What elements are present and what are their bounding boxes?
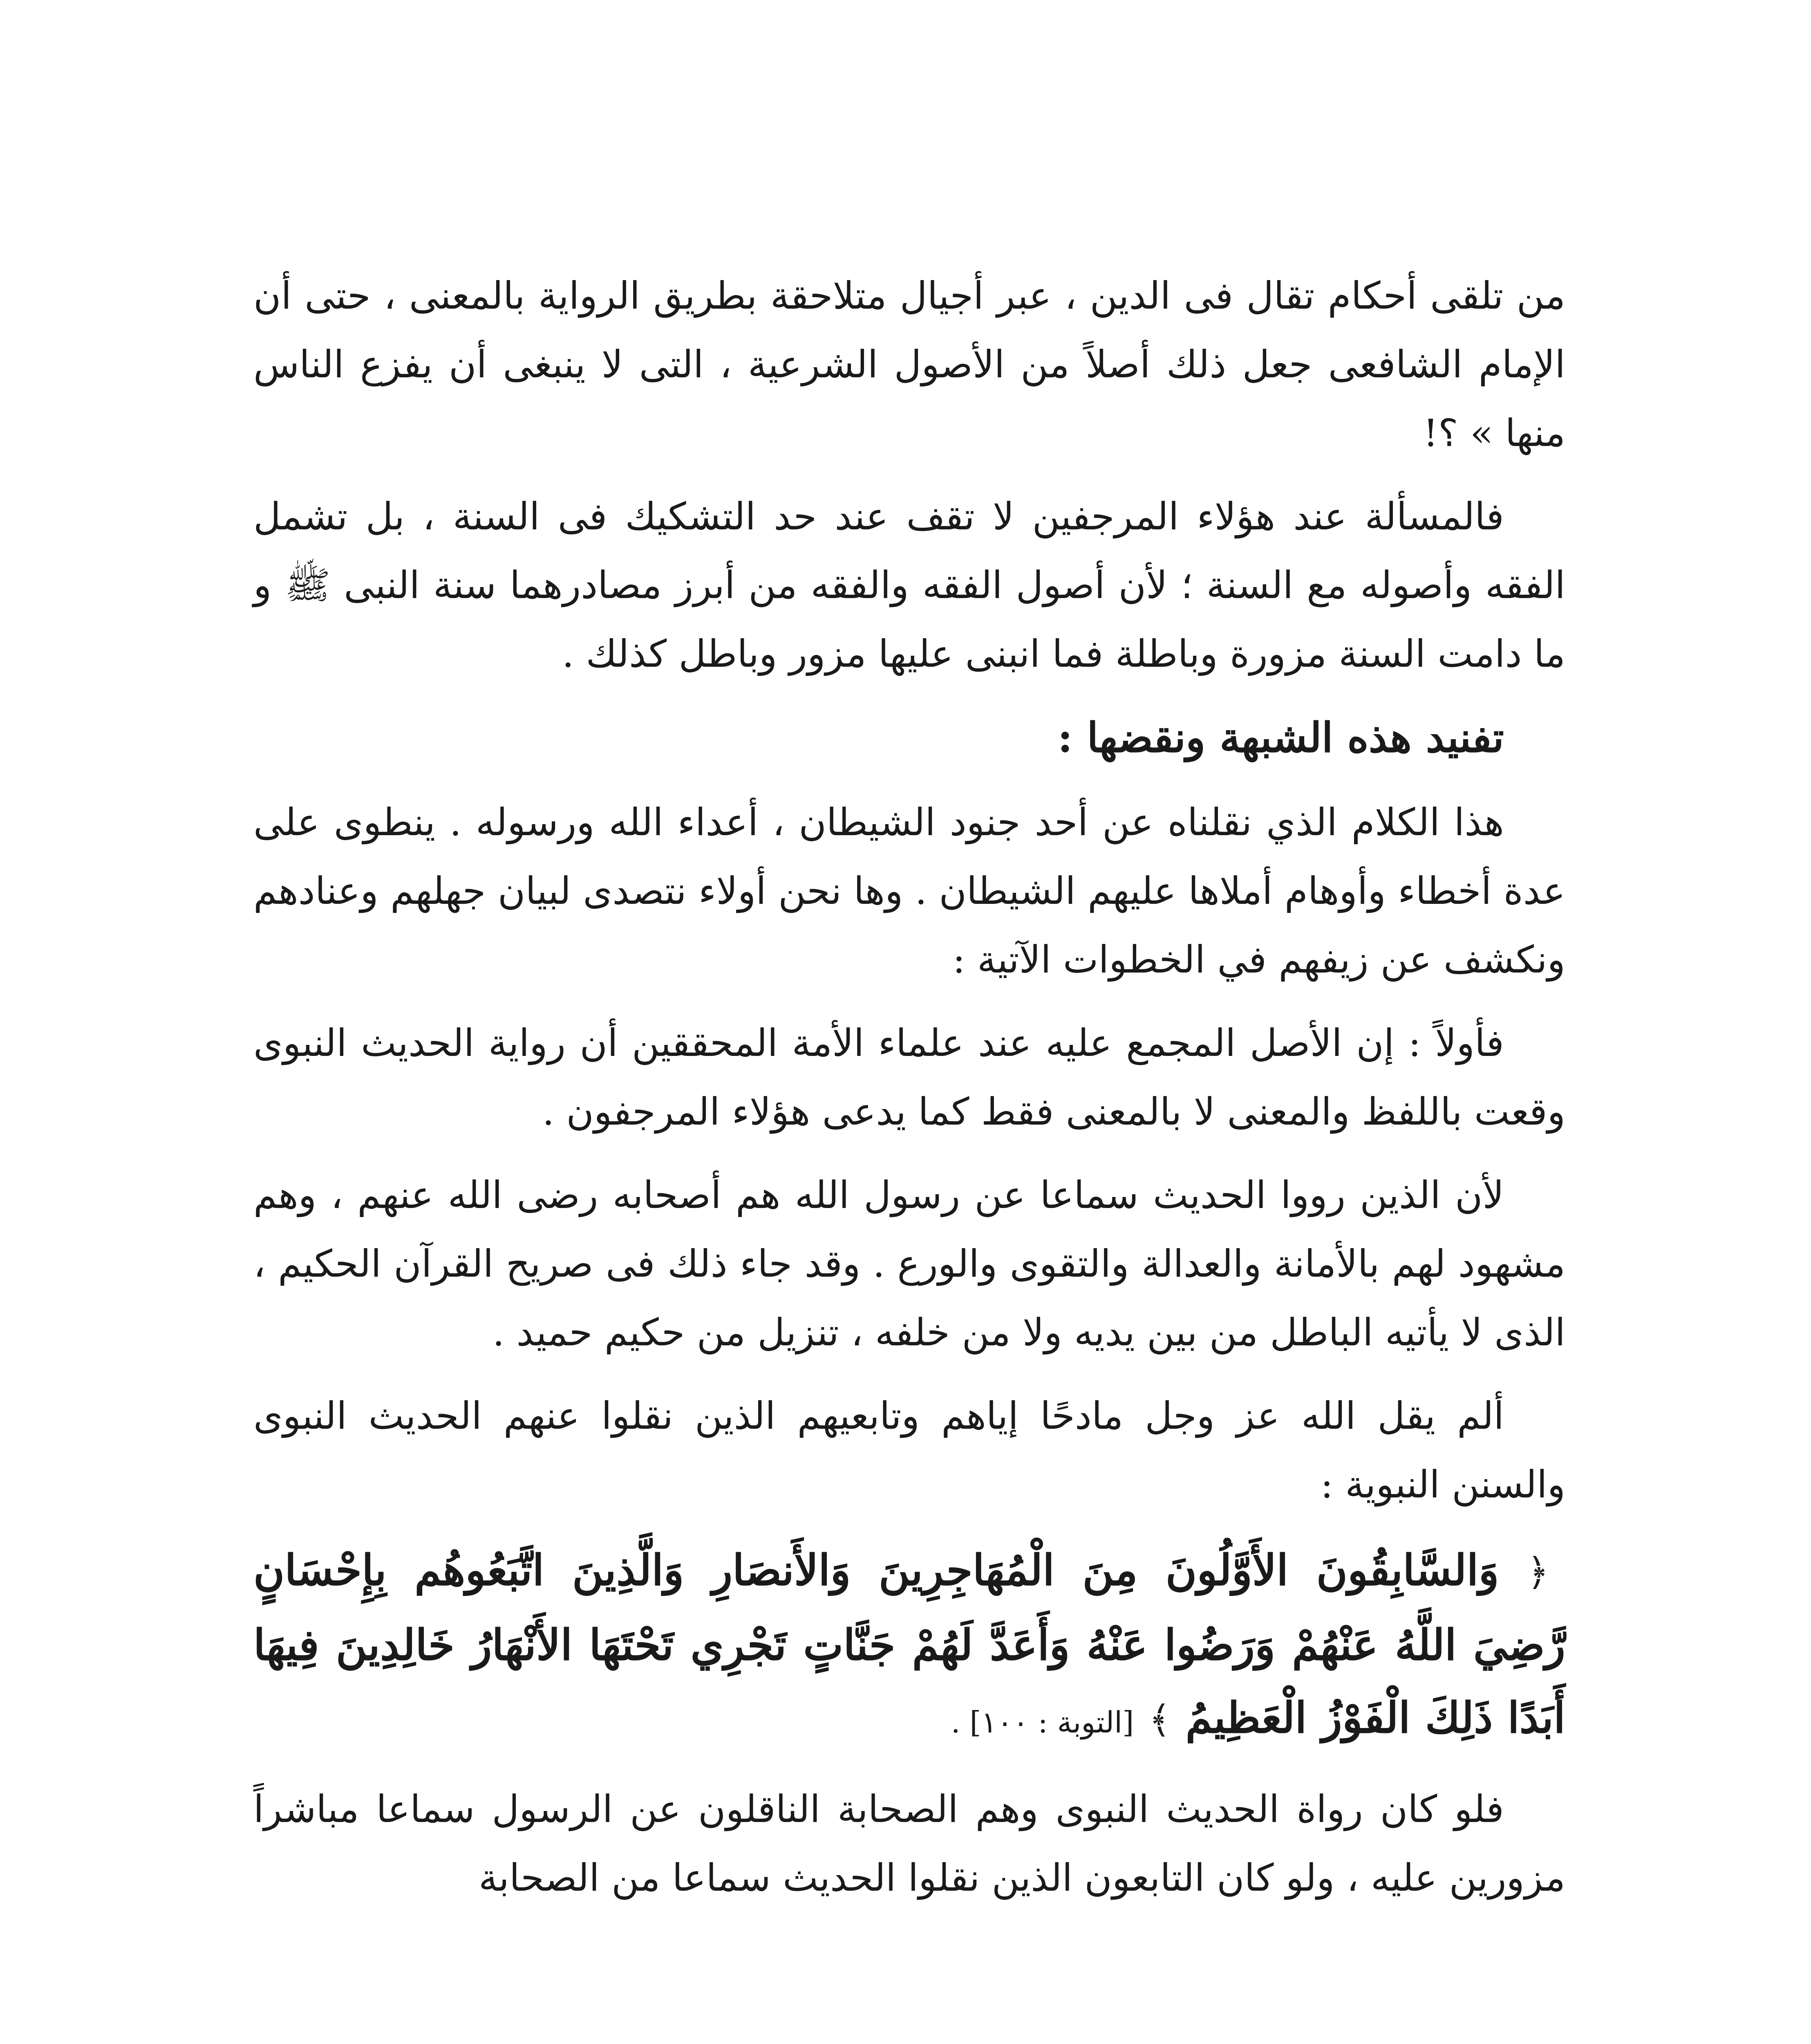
verse-reference: [التوبة : ١٠٠] . [951, 1705, 1134, 1739]
verse-open-bracket: ﴿ [1527, 1550, 1549, 1594]
verse-text: وَالسَّابِقُونَ الأَوَّلُونَ مِنَ الْمُهَاجِرِينَ وَالأَنصَارِ وَالَّذِينَ اتَّبَعُوهُم بِإِحْسَانٍ رَّضِيَ اللَّهُ عَنْهُمْ وَرَضُوا عَنْهُ وَأَعَدَّ لَهُمْ جَنَّاتٍ تَجْرِي تَحْتَهَا الأَنْهَارُ خَالِدِينَ فِيهَا أَبَدًا ذَلِكَ الْفَوْزُ الْعَظِيمُ [253, 1545, 1565, 1743]
paragraph-7: فلو كان رواة الحديث النبوى وهم الصحابة الناقلون عن الرسول سماعا مباشراً مزورين عليه ، ولو كان التابعون الذين نقلوا الحديث سماعا من الصحابة [253, 1787, 1565, 1900]
verse-close-bracket: ﴾ [1148, 1698, 1171, 1741]
paragraph-1: من تلقى أحكام تقال فى الدين ، عبر أجيال متلاحقة بطريق الرواية بالمعنى ، حتى أن الإمام الشافعى جعل ذلك أصلاً من الأصول الشرعية ، التى لا ينبغى أن يفزع الناس منها » ؟! [253, 274, 1565, 455]
quran-verse [253, 1534, 1565, 1759]
section-heading: تفنيد هذه الشبهة ونقضها : [1057, 713, 1504, 762]
paragraph-5: لأن الذين رووا الحديث سماعا عن رسول الله هم أصحابه رضى الله عنهم ، وهم مشهود لهم بالأمانة والعدالة والتقوى والورع . وقد جاء ذلك فى صريح القرآن الحكيم ، الذى لا يأتيه الباطل من بين يديه ولا من خلفه ، تنزيل من حكيم حميد . [253, 1173, 1565, 1354]
paragraph-3: هذا الكلام الذي نقلناه عن أحد جنود الشيطان ، أعداء الله ورسوله . ينطوى على عدة أخطاء وأوهام أملاها عليهم الشيطان . وها نحن أولاء نتصدى لبيان جهلهم وعنادهم ونكشف عن زيفهم في الخطوات الآتية : [253, 800, 1565, 982]
paragraph-6: ألم يقل الله عز وجل مادحًا إياهم وتابعيهم الذين نقلوا عنهم الحديث النبوى والسنن النبوية : [253, 1394, 1565, 1506]
paragraph-2: فالمسألة عند هؤلاء المرجفين لا تقف عند حد التشكيك فى السنة ، بل تشمل الفقه وأصوله مع السنة ؛ لأن أصول الفقه والفقه من أبرز مصادرهما سنة النبى ﷺ و ما دامت السنة مزورة وباطلة فما انبنى عليها مزور وباطل كذلك . [253, 495, 1565, 676]
paragraph-4: فأولاً : إن الأصل المجمع عليه عند علماء الأمة المحققين أن رواية الحديث النبوى وقعت باللفظ والمعنى لا بالمعنى فقط كما يدعى هؤلاء المرجفون . [253, 1021, 1565, 1134]
body-text [253, 262, 1565, 1927]
